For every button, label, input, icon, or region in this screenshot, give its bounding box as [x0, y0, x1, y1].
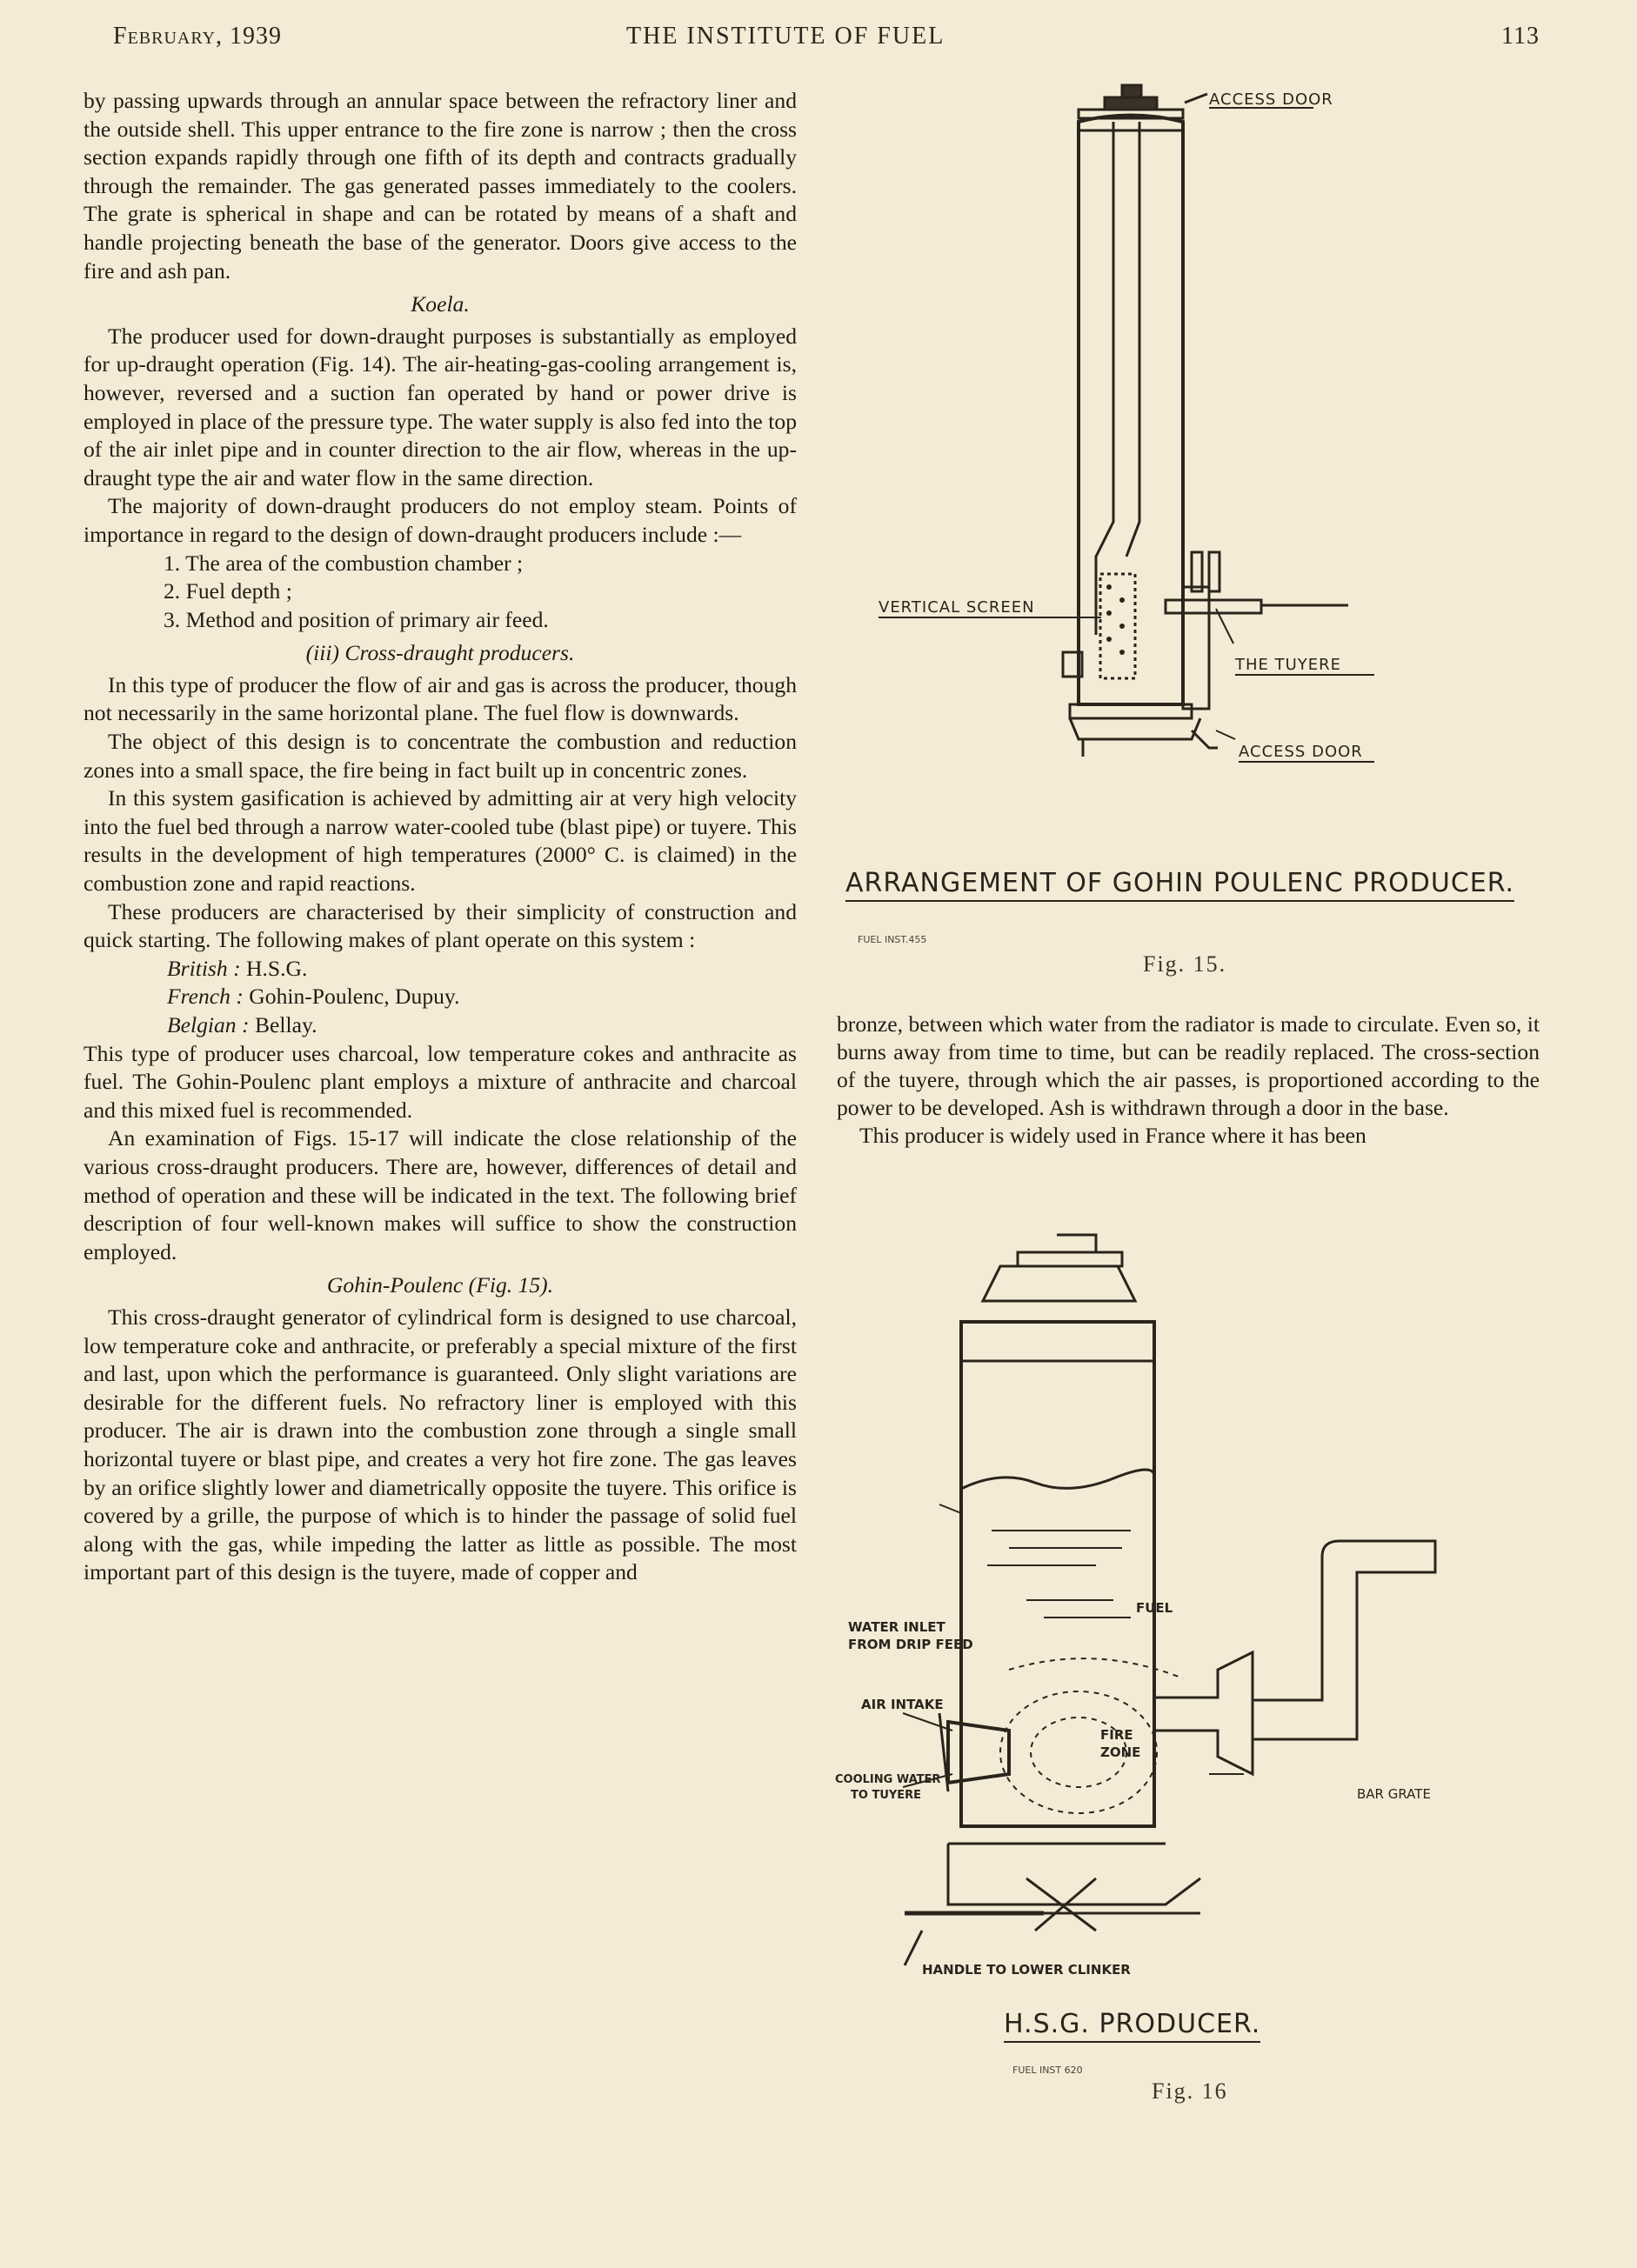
label-vertical-screen: VERTICAL SCREEN	[879, 598, 1035, 617]
list-item: 3. Method and position of primary air feed.	[164, 606, 549, 632]
paragraph: An examination of Figs. 15-17 will indicate the close relationship of the various cross-draught producers. There are, however, differences of detail and method of operation and these will be indicated in the text. The following brief description of four well-known makes will suffice to show the construction employed.	[84, 1125, 797, 1264]
paragraph: by passing upwards through an annular space between the refractory liner and the outside shell. This upper entrance to the fire zone is narrow ; then the cross section expands rapidly through one fifth of its depth and contracts gradually through the remainder. The gas generated passes immediately to the coolers. The grate is spherical in shape and can be rotated by means of a shaft and handle projecting beneath the base of the generator. Doors give access to the fire and ash pan.	[84, 88, 797, 284]
make-names: H.S.G.	[246, 955, 308, 981]
paragraph: In this type of producer the flow of air and gas is across the producer, though not necessarily in the same horizontal plane. The fuel flow is downwards.	[84, 671, 797, 726]
figure-15-diagram	[861, 78, 1522, 826]
makes-list	[84, 955, 797, 1040]
paragraph: The producer used for down-draught purposes is substantially as employed for up-draught operation (Fig. 14). The air-heating-gas-cooling arrangement is, however, reversed and a suction fan operated by hand or power drive is employed in place of the pressure type. The water supply is also fed into the top of the air inlet pipe and in counter direction to the air flow, whereas in the up-draught type the air and water flow in the same direction.	[84, 323, 797, 490]
list-item	[167, 983, 797, 1011]
label-cooling-water-line1: COOLING WATER	[835, 1773, 941, 1786]
left-column	[84, 87, 797, 1587]
label-access-door-bottom: ACCESS DOOR	[1239, 743, 1363, 761]
make-names: Gohin-Poulenc, Dupuy.	[249, 984, 460, 1010]
figure-16-caption: Fig. 16	[1152, 2078, 1228, 2104]
label-fuel: FUEL	[1136, 1600, 1173, 1616]
list-item: 2. Fuel depth ;	[164, 578, 292, 604]
figure-15-stamp: FUEL INST.455	[858, 934, 927, 945]
label-handle-lower-clinker: HANDLE TO LOWER CLINKER	[922, 1962, 1131, 1978]
label-fire-zone-line1: FIRE	[1100, 1727, 1133, 1743]
design-points-list	[84, 550, 797, 635]
paragraph: This producer is widely used in France where it has been	[859, 1123, 1366, 1148]
label-water-inlet-line1: WATER INLET	[848, 1619, 945, 1635]
label-access-door-top: ACCESS DOOR	[1209, 90, 1333, 109]
make-names: Bellay.	[254, 1012, 317, 1037]
section-heading-gohin-poulenc: Gohin-Poulenc (Fig. 15).	[326, 1272, 554, 1298]
header-journal-title: THE INSTITUTE OF FUEL	[626, 23, 945, 50]
figure-16-stamp: FUEL INST 620	[1012, 2065, 1083, 2076]
paragraph: The majority of down-draught producers do not employ steam. Points of importance in regard to the design of down-draught producers include :—	[84, 493, 797, 547]
list-item: 1. The area of the combustion chamber ;	[164, 550, 524, 576]
figure-16-title: H.S.G. PRODUCER.	[1004, 2009, 1260, 2043]
make-country: French :	[167, 984, 244, 1010]
label-bar-grate: BAR GRATE	[1357, 1786, 1431, 1802]
running-header	[113, 23, 1540, 57]
section-heading-cross-draught: (iii) Cross-draught producers.	[305, 640, 575, 666]
list-item	[167, 1011, 797, 1040]
figure-15-title: ARRANGEMENT OF GOHIN POULENC PRODUCER.	[845, 868, 1514, 902]
paragraph: In this system gasification is achieved by admitting air at very high velocity into the fuel bed through a narrow water-cooled tube (blast pipe) or tuyere. This results in the development of high temperatures (2000° C. is claimed) in the combustion zone and rapid reactions.	[84, 785, 797, 897]
paragraph: The object of this design is to concentrate the combustion and reduction zones into a small space, the fire being in fact built up in concentric zones.	[84, 729, 797, 783]
paragraph: This cross-draught generator of cylindrical form is designed to use charcoal, low temperature coke and anthracite, or preferably a special mixture of the first and last, upon which the performance is guaranteed. Only slight variations are desirable for the different fuels. No refractory liner is employed with this producer. The air is drawn into the combustion zone through a single small horizontal tuyere or blast pipe, and creates a very hot fire zone. The gas leaves by an orifice slightly lower and diametrically opposite the tuyere. This orifice is covered by a grille, the purpose of which is to hinder the passage of solid fuel along with the gas, while impeding the latter as little as possible. The most important part of this design is the tuyere, made of copper and	[84, 1304, 797, 1585]
header-date: February, 1939	[113, 23, 283, 50]
section-heading-koela: Koela.	[411, 291, 470, 317]
page-number: 113	[1501, 23, 1540, 50]
make-country: British :	[167, 955, 241, 981]
make-country: Belgian :	[167, 1012, 250, 1037]
list-item	[167, 955, 797, 984]
label-the-tuyere: THE TUYERE	[1235, 656, 1342, 674]
figure-15-caption: Fig. 15.	[1143, 951, 1227, 977]
paragraph: These producers are characterised by their simplicity of construction and quick starting. The following makes of plant operate on this system :	[84, 898, 797, 953]
label-fire-zone-line2: ZONE	[1100, 1744, 1141, 1760]
figure-16-diagram	[835, 1217, 1566, 2018]
label-cooling-water-line2: TO TUYERE	[851, 1789, 922, 1802]
paragraph: bronze, between which water from the radiator is made to circulate. Even so, it burns away from time to time, but can be readily replaced. The cross-section of the tuyere, through which the air passes, is proportioned according to the power to be developed. Ash is withdrawn through a door in the base.	[837, 1011, 1540, 1120]
label-air-intake: AIR INTAKE	[861, 1697, 944, 1712]
label-water-inlet-line2: FROM DRIP FEED	[848, 1637, 973, 1652]
paragraph: This type of producer uses charcoal, low temperature cokes and anthracite as fuel. The Gohin-Poulenc plant employs a mixture of anthracite and charcoal and this mixed fuel is recommended.	[84, 1040, 797, 1123]
right-column-text	[837, 1011, 1540, 1150]
